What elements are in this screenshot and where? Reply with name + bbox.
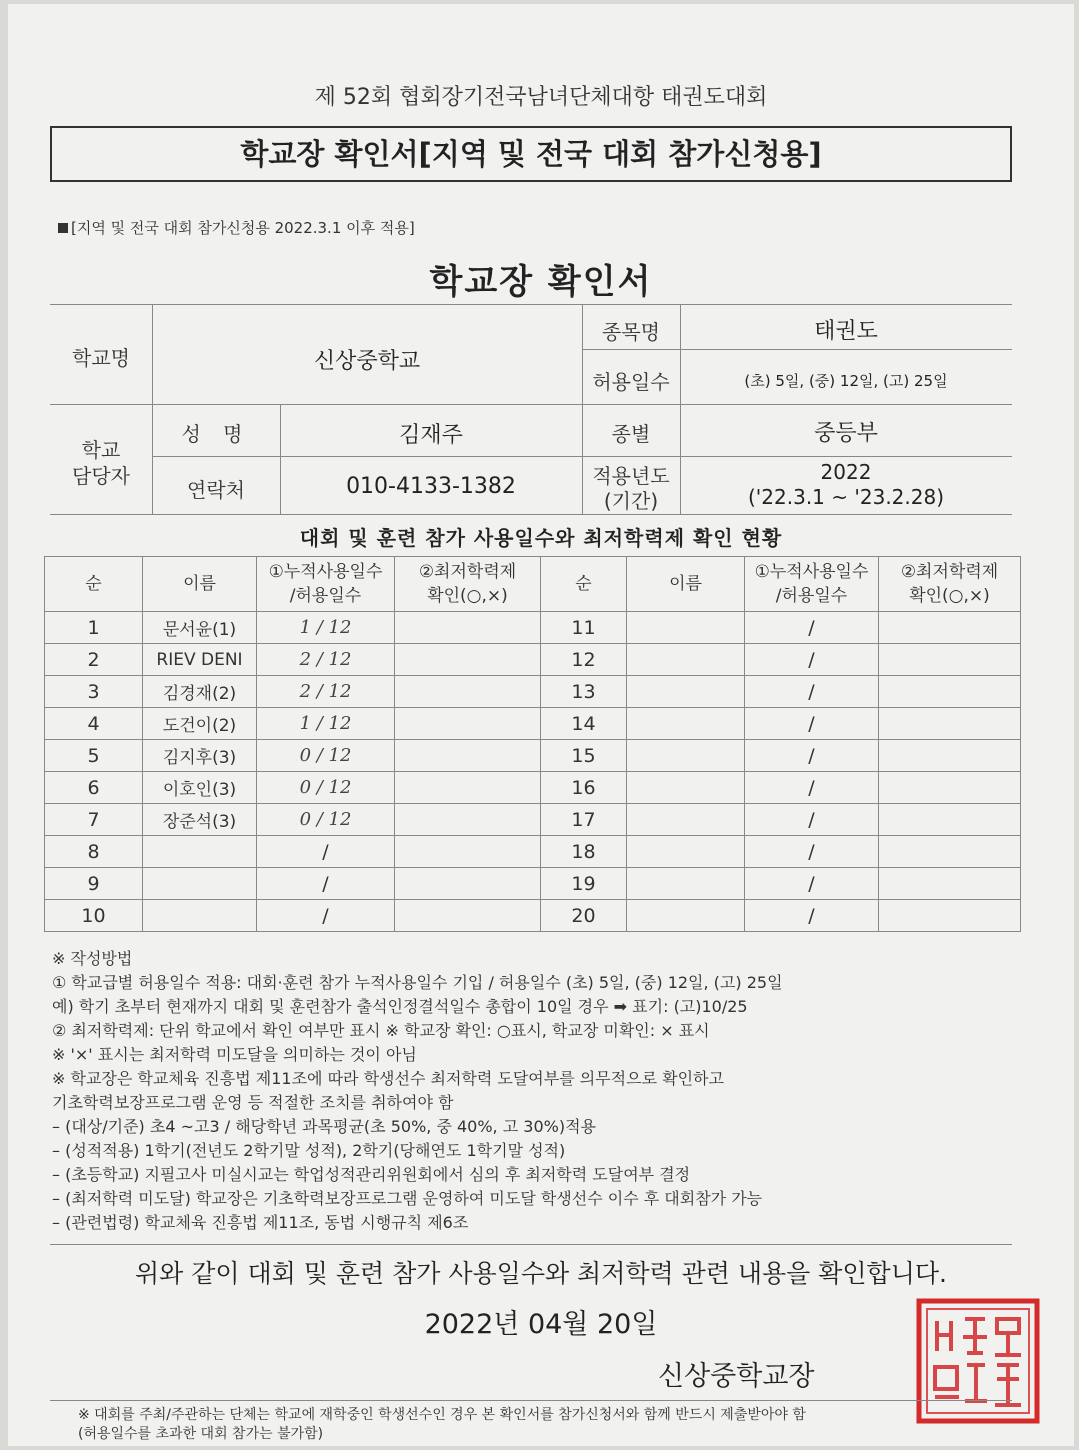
school-label: 학교명 [72,346,130,370]
row-check [395,900,541,932]
manager-label-line2: 담당자 [72,464,130,488]
school-value: 신상중학교 [313,349,421,374]
row-days: / [745,644,879,676]
instruction-line: 예) 학기 초부터 현재까지 대회 및 훈련참가 출석인정결석일수 총합이 10일 경우 ➡ 표기: (고)10/25 [52,997,748,1016]
row-name [627,612,745,644]
year-label-line2: (기간) [603,489,659,513]
instruction-line: – (초등학교) 지필고사 미실시교는 학업성적관리위원회에서 심의 후 최저학력 도달여부 결정 [52,1165,691,1184]
table-row [45,612,1021,644]
row-check [879,900,1021,932]
name-label: 성 명 [181,422,251,446]
footer-line-2: (허용일수를 초과한 대회 참가는 불가함) [78,1426,324,1442]
row-days: / [745,804,879,836]
section-title: 대회 및 훈련 참가 사용일수와 최저학력제 확인 현황 [299,526,783,550]
row-name: 김지후(3) [143,740,257,772]
row-days: / [257,836,395,868]
table-row [45,900,1021,932]
row-check [879,772,1021,804]
row-no: 15 [541,740,627,772]
allowed-days-label: 허용일수 [592,370,670,394]
row-no: 11 [541,612,627,644]
row-no: 18 [541,836,627,868]
row-name: 도건이(2) [143,708,257,740]
row-no: 9 [45,868,143,900]
row-days: / [745,612,879,644]
instruction-line: ① 학교급별 허용일수 적용: 대회·훈련 참가 누적사용일수 기입 / 허용일수 (초) 5일, (중) 12일, (고) 25일 [52,973,783,992]
row-check [879,708,1021,740]
row-name [627,644,745,676]
row-name [627,708,745,740]
table-row [45,836,1021,868]
manager-name-value: 김재주 [399,423,463,448]
row-check [879,740,1021,772]
manager-label-line1: 학교 [81,438,121,462]
row-days: / [745,772,879,804]
document-page [8,4,1074,1446]
row-no: 10 [45,900,143,932]
document-title: 학교장 확인서 [429,262,653,302]
row-days: 0 / 12 [257,740,395,772]
square-bullet-icon [58,223,68,233]
row-days: 0 / 12 [257,804,395,836]
row-no: 4 [45,708,143,740]
row-name [627,772,745,804]
application-notice [58,217,415,238]
row-check [879,612,1021,644]
table-row [45,772,1021,804]
phone-label: 연락처 [187,478,245,502]
row-days: / [745,740,879,772]
row-days: / [745,900,879,932]
row-name: 문서윤(1) [143,612,257,644]
row-check [879,868,1021,900]
year-value: 2022 [820,460,872,484]
row-no: 14 [541,708,627,740]
row-no: 17 [541,804,627,836]
instruction-line: – (관련법령) 학교체육 진흥법 제11조, 동법 시행규칙 제6조 [52,1213,469,1232]
row-no: 20 [541,900,627,932]
form-title-box: 학교장 확인서[지역 및 전국 대회 참가신청용] [50,126,1012,182]
issue-date: 2022년 04월 20일 [424,1309,658,1340]
instructions-heading: ※ 작성방법 [52,949,133,968]
row-check [395,740,541,772]
row-check [395,612,541,644]
row-days: 1 / 12 [257,708,395,740]
row-name [143,900,257,932]
division-label: 종별 [611,422,651,446]
row-days: 2 / 12 [257,644,395,676]
row-no: 6 [45,772,143,804]
table-row [45,804,1021,836]
instruction-line: 기초학력보장프로그램 운영 등 적절한 조치를 취하여야 함 [52,1093,454,1112]
instruction-line: ※ 학교장은 학교체육 진흥법 제11조에 따라 학생선수 최저학력 도달여부를 의무적으로 확인하고 [52,1069,724,1088]
instruction-line: – (최저학력 미도달) 학교장은 기초학력보장프로그램 운영하여 미도달 학생선수 이수 후 대회참가 가능 [52,1189,763,1208]
table-row [45,676,1021,708]
row-no: 13 [541,676,627,708]
row-days: / [745,868,879,900]
division-value: 중등부 [814,421,878,446]
row-days: / [745,836,879,868]
table-row [45,740,1021,772]
row-days: / [745,708,879,740]
instruction-line: ※ '×' 표시는 최저학력 미도달을 의미하는 것이 아님 [52,1045,417,1064]
footer-note [78,1406,1058,1444]
row-name: RIEV DENI [143,644,257,676]
row-days: / [257,900,395,932]
table-row [45,644,1021,676]
row-days: / [257,868,395,900]
notice-text: [지역 및 전국 대회 참가신청용 2022.3.1 이후 적용] [71,219,415,237]
row-name [627,740,745,772]
divider [50,1244,1012,1245]
confirmation-statement: 위와 같이 대회 및 훈련 참가 사용일수와 최저학력 관련 내용을 확인합니다. [135,1259,947,1288]
sport-label: 종목명 [602,320,660,344]
participation-table [44,556,1021,932]
sport-value: 태권도 [814,319,878,344]
col-check-header-right: ②최저학력제 확인(○,×) [879,557,1021,612]
col-name-header: 이름 [143,557,257,612]
row-name [143,836,257,868]
row-check [395,708,541,740]
row-check [395,868,541,900]
row-check [395,836,541,868]
row-no: 8 [45,836,143,868]
row-name: 이호인(3) [143,772,257,804]
row-check [879,676,1021,708]
competition-name: 제 52회 협회장기전국남녀단체대항 태권도대회 [314,85,768,110]
principal-signature: 신상중학교장 [658,1361,815,1392]
col-days-header-right: ①누적사용일수 /허용일수 [745,557,879,612]
row-days: 1 / 12 [257,612,395,644]
col-name-header-right: 이름 [627,557,745,612]
row-name [627,900,745,932]
row-name: 김경재(2) [143,676,257,708]
row-name: 장준석(3) [143,804,257,836]
row-no: 19 [541,868,627,900]
row-no: 12 [541,644,627,676]
phone-value: 010-4133-1382 [346,474,516,499]
row-no: 1 [45,612,143,644]
instruction-line: ② 최저학력제: 단위 학교에서 확인 여부만 표시 ※ 학교장 확인: ○표시, 학교장 미확인: × 표시 [52,1021,710,1040]
col-no-header-right: 순 [541,557,627,612]
table-row [45,708,1021,740]
row-no: 16 [541,772,627,804]
row-name [627,868,745,900]
row-check [879,804,1021,836]
col-no-header: 순 [45,557,143,612]
row-name [627,676,745,708]
footer-divider [50,1400,1012,1401]
instruction-line: – (대상/기준) 초4 ~고3 / 해당학년 과목평균(초 50%, 중 40%, 고 30%)적용 [52,1117,596,1136]
row-days: 2 / 12 [257,676,395,708]
row-no: 7 [45,804,143,836]
col-days-header: ①누적사용일수 /허용일수 [257,557,395,612]
row-days: / [745,676,879,708]
row-check [395,772,541,804]
allowed-days-value: (초) 5일, (중) 12일, (고) 25일 [744,372,948,390]
footer-line-1: ※ 대회를 주최/주관하는 단체는 학교에 재학중인 학생선수인 경우 본 확인서를 참가신청서와 함께 반드시 제출받아야 함 [78,1407,806,1423]
period-value: ('22.3.1 ~ '23.2.28) [747,485,945,509]
row-name [143,868,257,900]
writing-instructions [52,947,1042,1235]
row-no: 5 [45,740,143,772]
row-check [395,644,541,676]
year-label-line1: 적용년도 [592,464,670,488]
row-check [395,804,541,836]
row-check [395,676,541,708]
row-check [879,644,1021,676]
table-row [45,868,1021,900]
row-check [879,836,1021,868]
row-name [627,804,745,836]
col-check-header: ②최저학력제 확인(○,×) [395,557,541,612]
row-name [627,836,745,868]
table-header-row [45,557,1021,612]
row-no: 2 [45,644,143,676]
row-no: 3 [45,676,143,708]
instruction-line: – (성적적용) 1학기(전년도 2학기말 성적), 2학기(당해연도 1학기말 성적) [52,1141,566,1160]
row-days: 0 / 12 [257,772,395,804]
